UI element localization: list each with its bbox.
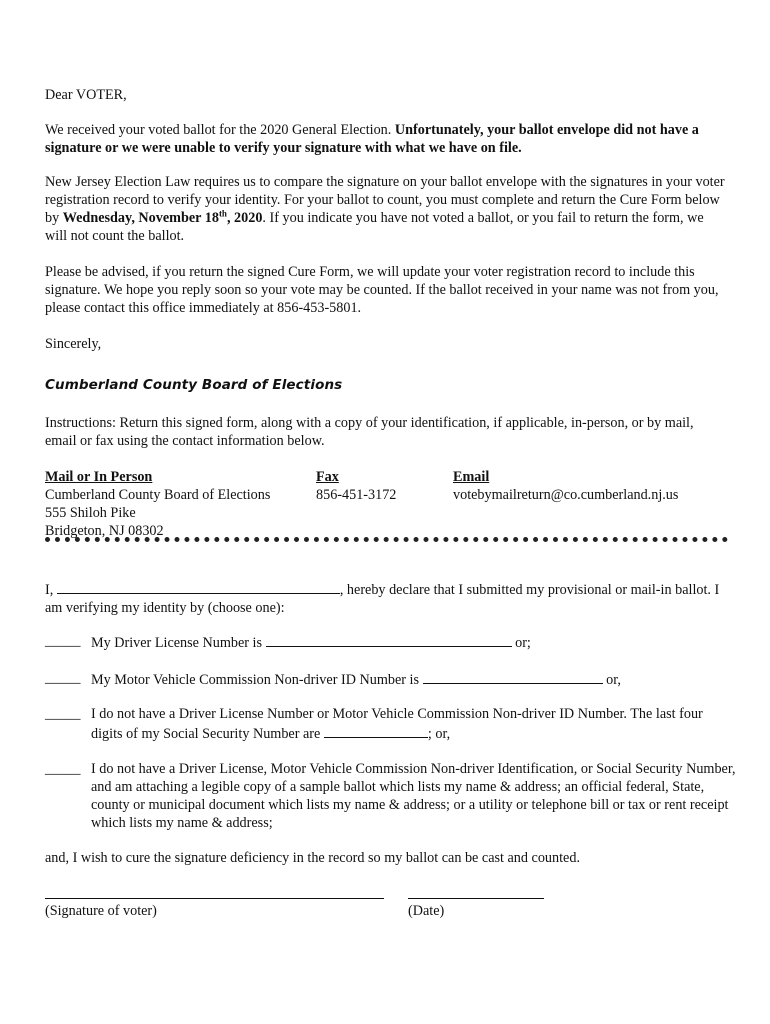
mail-heading: Mail or In Person — [45, 469, 153, 485]
voter-signature-line[interactable] — [45, 898, 384, 899]
contact-fax — [316, 468, 436, 504]
option-ssn — [45, 705, 735, 745]
fax-heading: Fax — [316, 469, 339, 485]
option-non-driver-id — [45, 669, 735, 689]
mail-line-2: 555 Shiloh Pike — [45, 505, 136, 521]
option-1-check-blank[interactable]: _____ — [45, 633, 81, 649]
deadline-suffix: th — [218, 208, 227, 219]
salutation: Dear VOTER, — [45, 87, 127, 103]
paragraph-election-law-text-b: . If you indicate you have not voted a ballot, or you fail to return the form, we will not count the ballot. — [45, 210, 704, 244]
date-label: (Date) — [408, 903, 445, 919]
option-1-suffix: or; — [511, 635, 531, 651]
paragraph-advisory: Please be advised, if you return the signed Cure Form, we will update your voter registration record to include this signature. We hope you reply soon so your vote may be counted. If the ballot received in your name was not from you, please contact this office immediately at 856-453-5801. — [45, 264, 719, 316]
cure-statement: and, I wish to cure the signature deficiency in the record so my ballot can be cast and counted. — [45, 850, 580, 866]
option-2-text — [91, 669, 736, 689]
cut-line-divider — [45, 537, 728, 542]
board-signature: Cumberland County Board of Elections — [45, 377, 343, 393]
mail-line-1: Cumberland County Board of Elections — [45, 487, 271, 503]
option-3-check-blank[interactable]: _____ — [45, 706, 81, 722]
deadline-year: , 2020 — [226, 210, 263, 226]
option-attach-document — [45, 760, 735, 835]
declaration-text-b: , hereby declare that I submitted my provisional or mail-in ballot. I am verifying my identity by (choose one): — [45, 582, 720, 616]
paragraph-ballot-received-bold: Unfortunately, your ballot envelope did not have a signature or we were unable to verify your signature with what we have on file. — [45, 122, 699, 156]
instructions: Instructions: Return this signed form, along with a copy of your identification, if applicable, in-person, or by mail, email or fax using the contact information below. — [45, 415, 694, 449]
option-4-check-blank[interactable]: _____ — [45, 761, 81, 777]
paragraph-ballot-received — [45, 121, 725, 157]
declaration-text-a: I, — [45, 582, 57, 598]
contact-email — [453, 468, 753, 504]
option-4-text: I do not have a Driver License, Motor Vehicle Commission Non-driver Identification, or Social Security Number, and am attaching a legible copy of a sample ballot which lists my name & address; an official federal, State, county or municipal document which lists my name & address; or a utility or telephone bill or tax or rent receipt which lists my name & address; — [91, 761, 736, 831]
option-1-text — [91, 632, 736, 652]
option-2-suffix: or, — [602, 672, 621, 688]
fax-number: 856-451-3172 — [316, 487, 397, 503]
paragraph-election-law-text-a: New Jersey Election Law requires us to compare the signature on your ballot envelope with the signatures in your voter registration record to verify your identity. For your ballot to count, you must complete and return the Cure Form below by — [45, 174, 725, 226]
ssn-last-four-blank[interactable] — [324, 723, 428, 738]
option-3-label: I do not have a Driver License Number or Motor Vehicle Commission Non-driver ID Number. The last four digits of my Social Security Number are — [91, 706, 703, 742]
signature-label: (Signature of voter) — [45, 903, 157, 919]
option-3-text — [91, 705, 736, 743]
closing: Sincerely, — [45, 336, 102, 352]
name-blank[interactable] — [57, 579, 340, 594]
email-address: votebymailreturn@co.cumberland.nj.us — [453, 487, 679, 503]
non-driver-id-blank[interactable] — [423, 669, 603, 684]
option-3-suffix: ; or, — [427, 726, 451, 742]
email-heading: Email — [453, 469, 490, 485]
option-2-check-blank[interactable]: _____ — [45, 670, 81, 686]
deadline-date — [63, 210, 263, 226]
paragraph-election-law — [45, 173, 725, 245]
option-2-label: My Motor Vehicle Commission Non-driver ID Number is — [91, 672, 423, 688]
deadline-day: Wednesday, November 18 — [62, 210, 219, 226]
paragraph-ballot-received-text: We received your voted ballot for the 2020 General Election. — [45, 122, 395, 138]
mail-line-3: Bridgeton, NJ 08302 — [45, 523, 164, 539]
date-line[interactable] — [408, 898, 544, 899]
declaration — [45, 579, 725, 617]
option-driver-license — [45, 632, 735, 652]
license-number-blank[interactable] — [266, 632, 512, 647]
contact-mail — [45, 468, 315, 540]
option-1-label: My Driver License Number is — [91, 635, 266, 651]
